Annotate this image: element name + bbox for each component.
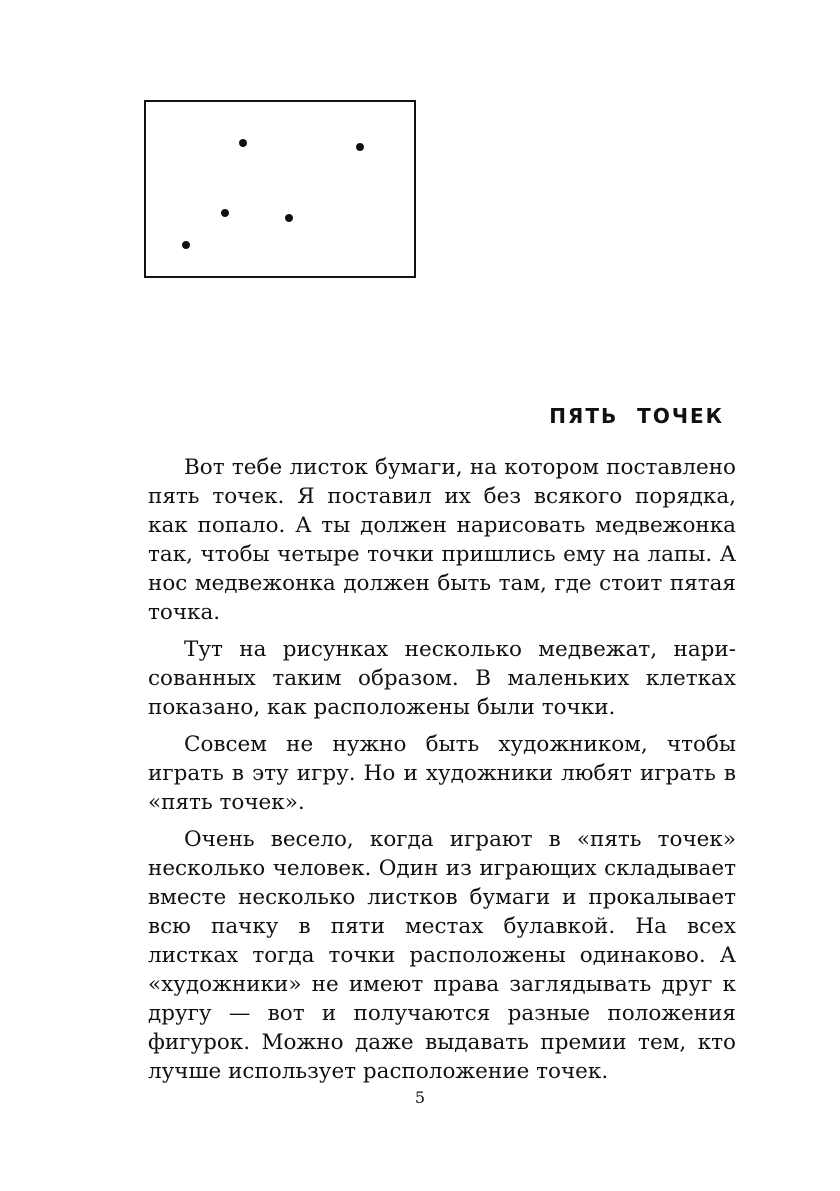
body-text xyxy=(148,453,736,1094)
page-number: 5 xyxy=(414,1088,426,1107)
dot-3 xyxy=(221,209,229,217)
dot-4 xyxy=(285,214,293,222)
paragraph-3: Совсем не нужно быть художником, чтобы играть в эту игру. Но и художники любят играть в «пять точек». xyxy=(148,732,736,815)
dot-1 xyxy=(239,139,247,147)
paragraph-2: Тут на рисунках несколько медвежат, нарисованных таким образом. В маленьких клетках показано, как расположены были точки. xyxy=(148,637,736,720)
five-dots-figure xyxy=(144,100,416,278)
dot-5 xyxy=(182,241,190,249)
paragraph-4: Очень весело, когда играют в «пять точек» несколько человек. Один из играющих складывает вместе несколько листков бумаги и прокалывает всю пачку в пяти местах булавкой. На всех листках тогда точки расположены одинаково. А «художники» не имеют права заглядывать друг к другу — вот и получаются разные положения фигурок. Можно даже выдавать премии тем, кто лучше использует расположение точек. xyxy=(148,827,736,1084)
paragraph-1: Вот тебе листок бумаги, на котором поставлено пять точек. Я поставил их без всякого порядка, как попало. А ты должен нарисовать медвежонка так, чтобы четыре точки пришлись ему на лапы. А нос медвежонка должен быть там, где стоит пятая точка. xyxy=(148,455,736,625)
page-title: ПЯТЬ ТОЧЕК xyxy=(549,404,724,428)
dot-2 xyxy=(356,143,364,151)
